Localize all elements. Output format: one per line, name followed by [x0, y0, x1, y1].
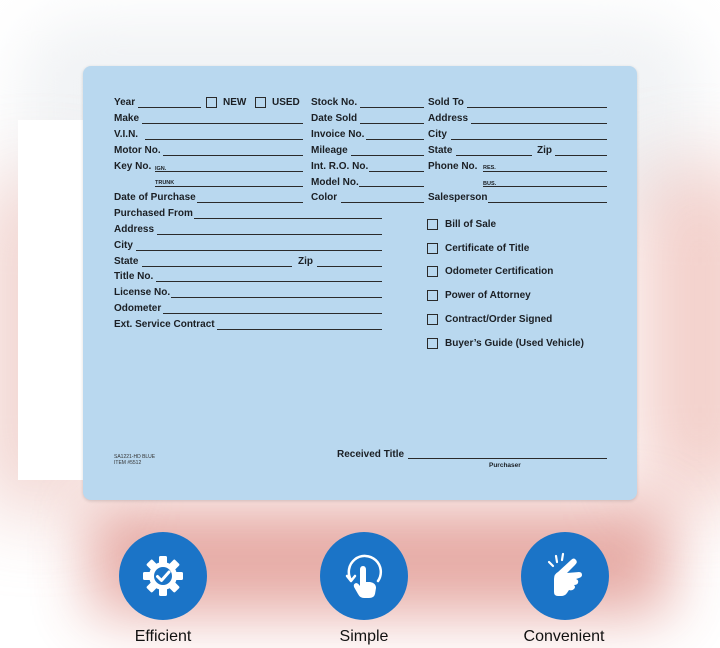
bus-line [483, 186, 607, 187]
model-no-line [359, 186, 424, 187]
purchased-from-line [194, 218, 382, 219]
date-of-purchase-line [197, 202, 303, 203]
license-no-label: License No. [114, 287, 171, 298]
ign-line [155, 171, 303, 172]
city-line [136, 250, 382, 251]
res-line [483, 171, 607, 172]
phone-no-label: Phone No. [428, 161, 478, 172]
snap-fingers-icon [521, 532, 609, 620]
year-line [138, 107, 201, 108]
item-code-line-1: SA1221-HD BLUE [114, 454, 156, 460]
efficient-label: Efficient [134, 628, 192, 645]
title-no-line [156, 281, 382, 282]
salesperson-label: Salesperson [428, 192, 488, 203]
date-of-purchase-label: Date of Purchase [114, 192, 196, 203]
right-address-line [471, 123, 607, 124]
city-label: City [114, 240, 133, 251]
date-sold-line [360, 123, 424, 124]
salesperson-line [488, 202, 607, 203]
odometer-line [163, 313, 382, 314]
odometer-certification-checkbox[interactable] [427, 266, 438, 277]
ign-label: IGN. [155, 166, 167, 172]
color-line [341, 202, 424, 203]
int-ro-no-line [369, 171, 424, 172]
color-label: Color [311, 192, 338, 203]
power-of-attorney-label: Power of Attorney [445, 290, 531, 301]
motor-no-label: Motor No. [114, 145, 161, 156]
purchaser-label: Purchaser [489, 462, 521, 469]
year-label: Year [114, 97, 136, 108]
odometer-certification-label: Odometer Certification [445, 266, 554, 277]
buyers-guide-checkbox[interactable] [427, 338, 438, 349]
contract-order-signed-checkbox[interactable] [427, 314, 438, 325]
used-label: USED [272, 97, 300, 108]
right-zip-line [555, 155, 607, 156]
mileage-line [351, 155, 424, 156]
ext-service-contract-label: Ext. Service Contract [114, 319, 215, 330]
zip-line [317, 266, 382, 267]
int-ro-no-label: Int. R.O. No. [311, 161, 369, 172]
odometer-label: Odometer [114, 303, 162, 314]
convenient-badge [521, 532, 609, 620]
buyers-guide-label: Buyer’s Guide (Used Vehicle) [445, 338, 584, 349]
efficient-badge [119, 532, 207, 620]
bill-of-sale-checkbox[interactable] [427, 219, 438, 230]
license-no-line [171, 297, 382, 298]
res-label: RES. [483, 165, 496, 171]
model-no-label: Model No. [311, 177, 359, 188]
make-label: Make [114, 113, 140, 124]
certificate-of-title-label: Certificate of Title [445, 243, 530, 254]
title-no-label: Title No. [114, 271, 154, 282]
simple-badge [320, 532, 408, 620]
item-code-line-2: ITEM #5512 [114, 460, 142, 466]
certificate-of-title-checkbox[interactable] [427, 243, 438, 254]
right-city-label: City [428, 129, 447, 140]
purchased-from-label: Purchased From [114, 208, 193, 219]
make-line [142, 123, 303, 124]
key-no-label: Key No. [114, 161, 152, 172]
right-zip-label: Zip [537, 145, 552, 156]
new-label: NEW [223, 97, 247, 108]
invoice-no-line [366, 139, 424, 140]
date-sold-label: Date Sold [311, 113, 358, 124]
trunk-line [155, 186, 303, 187]
sold-to-label: Sold To [428, 97, 464, 108]
touch-rotate-icon [320, 532, 408, 620]
vin-label: V.I.N. [114, 129, 139, 140]
new-checkbox[interactable] [206, 97, 217, 108]
right-city-line [451, 139, 607, 140]
gear-check-icon [119, 532, 207, 620]
right-state-line [456, 155, 532, 156]
right-address-label: Address [428, 113, 469, 124]
motor-no-line [163, 155, 303, 156]
power-of-attorney-checkbox[interactable] [427, 290, 438, 301]
invoice-no-label: Invoice No. [311, 129, 365, 140]
state-line [142, 266, 292, 267]
stock-no-label: Stock No. [311, 97, 358, 108]
sold-to-line [467, 107, 607, 108]
used-checkbox[interactable] [255, 97, 266, 108]
address-label: Address [114, 224, 155, 235]
received-title-label: Received Title [337, 449, 405, 460]
ext-service-contract-line [217, 329, 382, 330]
bill-of-sale-label: Bill of Sale [445, 219, 497, 230]
mileage-label: Mileage [311, 145, 348, 156]
vin-line [145, 139, 303, 140]
zip-label: Zip [298, 256, 313, 267]
address-line [157, 234, 382, 235]
deal-jacket-form [83, 66, 637, 500]
state-label: State [114, 256, 139, 267]
stock-no-line [360, 107, 424, 108]
received-title-line [408, 458, 607, 459]
simple-label: Simple [339, 628, 389, 645]
right-state-label: State [428, 145, 453, 156]
contract-order-signed-label: Contract/Order Signed [445, 314, 553, 325]
bus-label: BUS. [483, 181, 497, 187]
convenient-label: Convenient [523, 628, 605, 645]
trunk-label: TRUNK [155, 180, 175, 186]
